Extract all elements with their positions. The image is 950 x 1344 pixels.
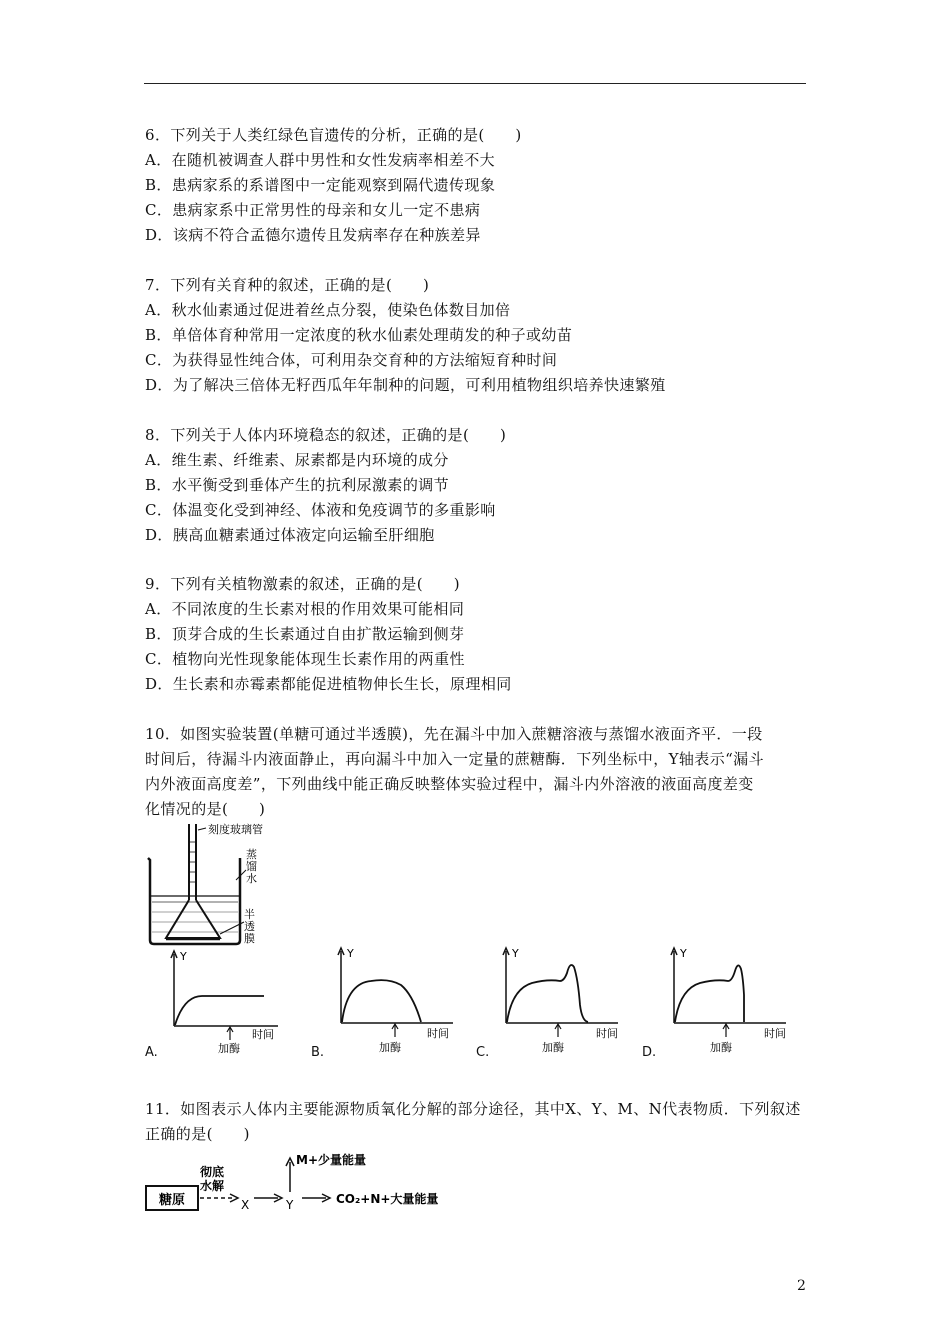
q11-pathway-diagram <box>140 1148 460 1216</box>
q10-stem-line-3: 内外液面高度差”，下列曲线中能正确反映整体实验过程中，漏斗内外溶液的液面高度差变 <box>145 775 754 793</box>
hydrolysis-label-bottom: 水解 <box>200 1179 225 1193</box>
q11-stem-line-2: 正确的是( ) <box>145 1125 250 1143</box>
graph-b-enzyme-label: 加酶 <box>379 1041 401 1054</box>
q10-graph-a <box>160 948 280 1058</box>
hydrolysis-label-top: 彻底 <box>200 1165 225 1179</box>
q9-option-c: C．植物向光性现象能体现生长素作用的两重性 <box>145 650 465 668</box>
q10-stem-line-1: 10．如图实验装置(单糖可通过半透膜)，先在漏斗中加入蔗糖溶液与蒸馏水液面齐平．一段 <box>145 725 763 743</box>
q9-option-a: A．不同浓度的生长素对根的作用效果可能相同 <box>145 600 465 618</box>
q10-stem-line-4: 化情况的是( ) <box>145 800 266 818</box>
water-label-2: 馏 <box>246 860 257 873</box>
q9-stem: 9．下列有关植物激素的叙述，正确的是( ) <box>145 575 461 593</box>
q11-stem-line-1: 11．如图表示人体内主要能源物质氧化分解的部分途径，其中X、Y、M、N代表物质．下列叙述 <box>145 1100 801 1118</box>
q8-option-c: C．体温变化受到神经、体液和免疫调节的多重影响 <box>145 501 496 519</box>
q7-stem: 7．下列有关育种的叙述，正确的是( ) <box>145 276 430 294</box>
page-number: 2 <box>797 1278 806 1294</box>
graph-d-curve <box>675 965 744 1022</box>
q10-option-letter-b: B. <box>311 1045 325 1060</box>
q9-option-d: D．生长素和赤霉素都能促进植物伸长生长，原理相同 <box>145 675 512 693</box>
q10-stem-line-2: 时间后，待漏斗内液面静止，再向漏斗中加入一定量的蔗糖酶．下列坐标中，Y轴表示“漏斗 <box>145 750 764 768</box>
q10-option-letter-d: D. <box>642 1045 657 1060</box>
graph-b-curve <box>342 980 421 1022</box>
q10-apparatus-figure <box>140 822 290 950</box>
graph-c-x-label: 时间 <box>596 1027 618 1040</box>
tube-label: 刻度玻璃管 <box>208 823 263 836</box>
q6-option-b: B．患病家系的系谱图中一定能观察到隔代遗传现象 <box>145 176 496 194</box>
q8-stem: 8．下列关于人体内环境稳态的叙述，正确的是( ) <box>145 426 507 444</box>
header-rule <box>144 83 806 84</box>
q7-option-a: A．秋水仙素通过促进着丝点分裂，使染色体数目加倍 <box>145 301 511 319</box>
co2-energy-label: CO₂+N+大量能量 <box>336 1192 439 1206</box>
membrane-label-1: 半 <box>244 908 255 921</box>
q10-graph-b <box>327 945 457 1055</box>
graph-d-enzyme-label: 加酶 <box>710 1041 732 1054</box>
graph-c-curve <box>507 965 588 1022</box>
q10-option-letter-a: A. <box>145 1045 158 1060</box>
q9-option-b: B．顶芽合成的生长素通过自由扩散运输到侧芽 <box>145 625 465 643</box>
q7-option-d: D．为了解决三倍体无籽西瓜年年制种的问题，可利用植物组织培养快速繁殖 <box>145 376 666 394</box>
q6-option-a: A．在随机被调查人群中男性和女性发病率相差不大 <box>145 151 496 169</box>
graph-c-enzyme-label: 加酶 <box>542 1041 564 1054</box>
q7-option-b: B．单倍体育种常用一定浓度的秋水仙素处理萌发的种子或幼苗 <box>145 326 573 344</box>
q10-graph-d <box>660 945 800 1055</box>
water-label-3: 水 <box>246 872 257 885</box>
q6-option-d: D．该病不符合孟德尔遗传且发病率存在种族差异 <box>145 226 481 244</box>
q6-stem: 6．下列关于人类红绿色盲遗传的分析，正确的是( ) <box>145 126 522 144</box>
q6-option-c: C．患病家系中正常男性的母亲和女儿一定不患病 <box>145 201 481 219</box>
graph-a-y-label: Y <box>180 950 187 963</box>
m-energy-label: M+少量能量 <box>296 1153 366 1167</box>
graph-b-x-label: 时间 <box>427 1027 449 1040</box>
substance-y: Y <box>286 1198 294 1212</box>
q8-option-d: D．胰高血糖素通过体液定向运输至肝细胞 <box>145 526 435 544</box>
water-label-1: 蒸 <box>246 848 257 861</box>
graph-d-x-label: 时间 <box>764 1027 786 1040</box>
membrane-label-2: 透 <box>244 920 255 933</box>
q10-option-letter-c: C. <box>476 1045 490 1060</box>
glycogen-label: 糖原 <box>158 1193 186 1208</box>
q8-option-b: B．水平衡受到垂体产生的抗利尿激素的调节 <box>145 476 450 494</box>
q10-graph-c <box>492 945 632 1055</box>
q7-option-c: C．为获得显性纯合体，可利用杂交育种的方法缩短育种时间 <box>145 351 558 369</box>
q8-option-a: A．维生素、纤维素、尿素都是内环境的成分 <box>145 451 449 469</box>
graph-a-x-label: 时间 <box>252 1028 274 1041</box>
graph-a-enzyme-label: 加酶 <box>218 1042 240 1055</box>
graph-b-y-label: Y <box>347 947 354 960</box>
graph-c-y-label: Y <box>512 947 519 960</box>
graph-d-y-label: Y <box>680 947 687 960</box>
membrane-label-3: 膜 <box>244 932 255 945</box>
substance-x: X <box>241 1198 250 1212</box>
graph-a-curve <box>175 996 264 1025</box>
